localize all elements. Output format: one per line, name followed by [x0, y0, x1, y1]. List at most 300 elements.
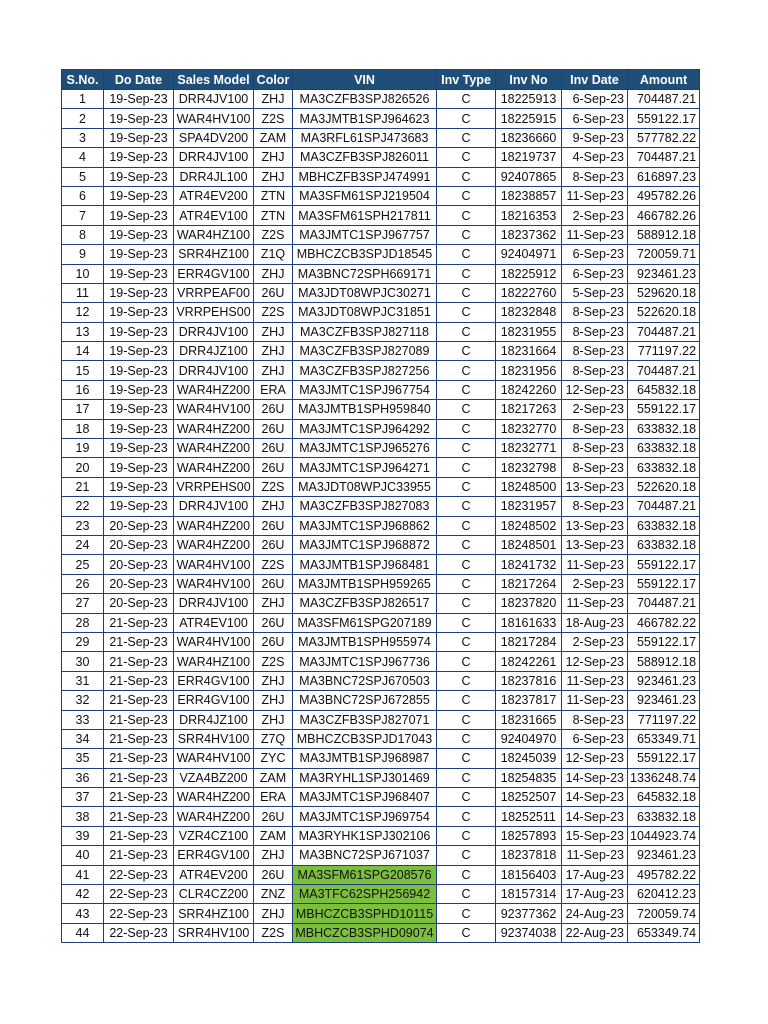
cell-inv-no[interactable]: 92404971 [496, 245, 562, 264]
cell-do-date[interactable]: 21-Sep-23 [104, 826, 174, 845]
cell-amount[interactable]: 559122.17 [628, 574, 700, 593]
cell-inv-date[interactable]: 11-Sep-23 [562, 186, 628, 205]
cell-color[interactable]: ZNZ [254, 885, 293, 904]
cell-inv-no[interactable]: 18232848 [496, 303, 562, 322]
cell-amount[interactable]: 923461.23 [628, 846, 700, 865]
cell-sales-model[interactable]: ATR4EV100 [174, 613, 254, 632]
column-header-inv-date[interactable]: Inv Date [562, 70, 628, 90]
cell-sales-model[interactable]: WAR4HZ200 [174, 458, 254, 477]
cell-sno[interactable]: 32 [62, 691, 104, 710]
cell-inv-no[interactable]: 18232770 [496, 419, 562, 438]
cell-color[interactable]: Z2S [254, 225, 293, 244]
cell-sno[interactable]: 6 [62, 186, 104, 205]
cell-sno[interactable]: 27 [62, 594, 104, 613]
cell-color[interactable]: ERA [254, 380, 293, 399]
column-header-vin[interactable]: VIN [293, 70, 437, 90]
cell-do-date[interactable]: 21-Sep-23 [104, 710, 174, 729]
cell-amount[interactable]: 704487.21 [628, 148, 700, 167]
cell-inv-date[interactable]: 15-Sep-23 [562, 826, 628, 845]
cell-amount[interactable]: 577782.22 [628, 128, 700, 147]
cell-color[interactable]: ZAM [254, 768, 293, 787]
column-header-amount[interactable]: Amount [628, 70, 700, 90]
cell-vin[interactable]: MA3JMTB1SPJ964623 [293, 109, 437, 128]
cell-color[interactable]: 26U [254, 613, 293, 632]
cell-sno[interactable]: 3 [62, 128, 104, 147]
cell-amount[interactable]: 559122.17 [628, 109, 700, 128]
cell-amount[interactable]: 1044923.74 [628, 826, 700, 845]
cell-inv-date[interactable]: 17-Aug-23 [562, 885, 628, 904]
cell-sno[interactable]: 30 [62, 652, 104, 671]
column-header-color[interactable]: Color [254, 70, 293, 90]
cell-inv-no[interactable]: 18237820 [496, 594, 562, 613]
cell-inv-date[interactable]: 12-Sep-23 [562, 652, 628, 671]
cell-inv-type[interactable]: C [437, 458, 496, 477]
cell-inv-type[interactable]: C [437, 729, 496, 748]
cell-vin[interactable]: MA3CZFB3SPJ826526 [293, 90, 437, 109]
cell-inv-type[interactable]: C [437, 419, 496, 438]
cell-inv-date[interactable]: 24-Aug-23 [562, 904, 628, 923]
cell-sales-model[interactable]: ERR4GV100 [174, 264, 254, 283]
cell-sales-model[interactable]: DRR4JV100 [174, 594, 254, 613]
cell-inv-type[interactable]: C [437, 710, 496, 729]
cell-sales-model[interactable]: VRRPEHS00 [174, 303, 254, 322]
cell-vin[interactable]: MA3CZFB3SPJ827071 [293, 710, 437, 729]
cell-vin[interactable]: MA3JMTC1SPJ965276 [293, 439, 437, 458]
cell-color[interactable]: ZHJ [254, 90, 293, 109]
cell-color[interactable]: 26U [254, 439, 293, 458]
cell-sno[interactable]: 37 [62, 788, 104, 807]
cell-inv-type[interactable]: C [437, 303, 496, 322]
cell-inv-date[interactable]: 17-Aug-23 [562, 865, 628, 884]
cell-color[interactable]: Z2S [254, 109, 293, 128]
cell-do-date[interactable]: 20-Sep-23 [104, 535, 174, 554]
cell-inv-no[interactable]: 18231665 [496, 710, 562, 729]
cell-inv-date[interactable]: 11-Sep-23 [562, 846, 628, 865]
cell-do-date[interactable]: 21-Sep-23 [104, 768, 174, 787]
cell-vin[interactable]: MA3JDT08WPJC33955 [293, 477, 437, 496]
cell-do-date[interactable]: 19-Sep-23 [104, 186, 174, 205]
cell-sales-model[interactable]: DRR4JV100 [174, 322, 254, 341]
cell-color[interactable]: Z2S [254, 477, 293, 496]
cell-amount[interactable]: 633832.18 [628, 516, 700, 535]
cell-inv-date[interactable]: 6-Sep-23 [562, 245, 628, 264]
cell-vin[interactable]: MA3JMTC1SPJ964292 [293, 419, 437, 438]
cell-color[interactable]: ZAM [254, 128, 293, 147]
cell-inv-no[interactable]: 18161633 [496, 613, 562, 632]
cell-amount[interactable]: 559122.17 [628, 400, 700, 419]
cell-color[interactable]: Z2S [254, 303, 293, 322]
cell-vin[interactable]: MA3JMTC1SPJ968407 [293, 788, 437, 807]
cell-do-date[interactable]: 21-Sep-23 [104, 652, 174, 671]
cell-do-date[interactable]: 19-Sep-23 [104, 458, 174, 477]
cell-inv-type[interactable]: C [437, 788, 496, 807]
cell-color[interactable]: 26U [254, 516, 293, 535]
cell-vin[interactable]: MA3CZFB3SPJ827083 [293, 497, 437, 516]
cell-vin[interactable]: MA3JMTC1SPJ968862 [293, 516, 437, 535]
cell-sales-model[interactable]: WAR4HZ200 [174, 516, 254, 535]
cell-do-date[interactable]: 19-Sep-23 [104, 90, 174, 109]
cell-do-date[interactable]: 22-Sep-23 [104, 904, 174, 923]
cell-color[interactable]: 26U [254, 458, 293, 477]
cell-inv-date[interactable]: 4-Sep-23 [562, 148, 628, 167]
cell-inv-no[interactable]: 18257893 [496, 826, 562, 845]
cell-vin[interactable]: MBHCZCB3SPHD10115 [293, 904, 437, 923]
cell-inv-no[interactable]: 92377362 [496, 904, 562, 923]
cell-vin[interactable]: MA3JMTC1SPJ967736 [293, 652, 437, 671]
cell-inv-no[interactable]: 18248501 [496, 535, 562, 554]
cell-sno[interactable]: 28 [62, 613, 104, 632]
cell-inv-no[interactable]: 18237362 [496, 225, 562, 244]
cell-vin[interactable]: MA3JDT08WPJC30271 [293, 283, 437, 302]
cell-vin[interactable]: MA3TFC62SPH256942 [293, 885, 437, 904]
cell-do-date[interactable]: 19-Sep-23 [104, 206, 174, 225]
cell-do-date[interactable]: 20-Sep-23 [104, 555, 174, 574]
cell-inv-date[interactable]: 14-Sep-23 [562, 768, 628, 787]
cell-sales-model[interactable]: WAR4HZ200 [174, 419, 254, 438]
cell-do-date[interactable]: 19-Sep-23 [104, 322, 174, 341]
cell-sno[interactable]: 11 [62, 283, 104, 302]
cell-sno[interactable]: 44 [62, 923, 104, 942]
column-header-inv-type[interactable]: Inv Type [437, 70, 496, 90]
cell-inv-type[interactable]: C [437, 264, 496, 283]
cell-sno[interactable]: 20 [62, 458, 104, 477]
cell-inv-date[interactable]: 13-Sep-23 [562, 535, 628, 554]
cell-inv-date[interactable]: 8-Sep-23 [562, 458, 628, 477]
cell-amount[interactable]: 466782.22 [628, 613, 700, 632]
cell-sales-model[interactable]: WAR4HV100 [174, 400, 254, 419]
cell-inv-no[interactable]: 18157314 [496, 885, 562, 904]
cell-inv-type[interactable]: C [437, 380, 496, 399]
cell-amount[interactable]: 704487.21 [628, 594, 700, 613]
cell-vin[interactable]: MA3JMTC1SPJ968872 [293, 535, 437, 554]
cell-color[interactable]: 26U [254, 400, 293, 419]
cell-inv-type[interactable]: C [437, 439, 496, 458]
cell-color[interactable]: ZHJ [254, 710, 293, 729]
cell-amount[interactable]: 466782.26 [628, 206, 700, 225]
cell-inv-date[interactable]: 9-Sep-23 [562, 128, 628, 147]
cell-inv-type[interactable]: C [437, 109, 496, 128]
cell-inv-date[interactable]: 14-Sep-23 [562, 807, 628, 826]
cell-inv-type[interactable]: C [437, 594, 496, 613]
cell-sno[interactable]: 35 [62, 749, 104, 768]
cell-do-date[interactable]: 21-Sep-23 [104, 671, 174, 690]
cell-do-date[interactable]: 21-Sep-23 [104, 613, 174, 632]
cell-inv-no[interactable]: 18225913 [496, 90, 562, 109]
cell-sno[interactable]: 5 [62, 167, 104, 186]
cell-inv-type[interactable]: C [437, 632, 496, 651]
cell-color[interactable]: 26U [254, 865, 293, 884]
cell-inv-date[interactable]: 8-Sep-23 [562, 303, 628, 322]
cell-sno[interactable]: 34 [62, 729, 104, 748]
cell-inv-type[interactable]: C [437, 283, 496, 302]
cell-sno[interactable]: 18 [62, 419, 104, 438]
cell-inv-date[interactable]: 12-Sep-23 [562, 380, 628, 399]
cell-do-date[interactable]: 22-Sep-23 [104, 865, 174, 884]
cell-inv-no[interactable]: 18225915 [496, 109, 562, 128]
cell-sales-model[interactable]: SRR4HV100 [174, 923, 254, 942]
cell-amount[interactable]: 588912.18 [628, 652, 700, 671]
cell-sno[interactable]: 25 [62, 555, 104, 574]
cell-amount[interactable]: 633832.18 [628, 807, 700, 826]
cell-amount[interactable]: 633832.18 [628, 535, 700, 554]
cell-color[interactable]: Z2S [254, 652, 293, 671]
cell-inv-type[interactable]: C [437, 923, 496, 942]
cell-inv-no[interactable]: 18231664 [496, 342, 562, 361]
cell-sno[interactable]: 13 [62, 322, 104, 341]
cell-sno[interactable]: 26 [62, 574, 104, 593]
cell-inv-type[interactable]: C [437, 613, 496, 632]
cell-do-date[interactable]: 21-Sep-23 [104, 807, 174, 826]
cell-inv-no[interactable]: 18238857 [496, 186, 562, 205]
cell-do-date[interactable]: 19-Sep-23 [104, 400, 174, 419]
cell-sno[interactable]: 22 [62, 497, 104, 516]
cell-amount[interactable]: 645832.18 [628, 788, 700, 807]
cell-inv-date[interactable]: 11-Sep-23 [562, 594, 628, 613]
cell-sno[interactable]: 36 [62, 768, 104, 787]
cell-inv-date[interactable]: 2-Sep-23 [562, 400, 628, 419]
cell-inv-type[interactable]: C [437, 749, 496, 768]
cell-sno[interactable]: 42 [62, 885, 104, 904]
cell-vin[interactable]: MA3BNC72SPJ671037 [293, 846, 437, 865]
cell-vin[interactable]: MBHCZCB3SPJD18545 [293, 245, 437, 264]
cell-inv-date[interactable]: 6-Sep-23 [562, 264, 628, 283]
cell-sales-model[interactable]: ERR4GV100 [174, 846, 254, 865]
cell-inv-no[interactable]: 18231955 [496, 322, 562, 341]
cell-vin[interactable]: MA3RYHL1SPJ301469 [293, 768, 437, 787]
cell-inv-no[interactable]: 18236660 [496, 128, 562, 147]
cell-inv-date[interactable]: 2-Sep-23 [562, 206, 628, 225]
cell-inv-date[interactable]: 8-Sep-23 [562, 710, 628, 729]
cell-amount[interactable]: 720059.74 [628, 904, 700, 923]
cell-color[interactable]: ZHJ [254, 691, 293, 710]
cell-sales-model[interactable]: WAR4HV100 [174, 632, 254, 651]
cell-inv-date[interactable]: 6-Sep-23 [562, 109, 628, 128]
cell-color[interactable]: ZHJ [254, 322, 293, 341]
cell-inv-date[interactable]: 8-Sep-23 [562, 361, 628, 380]
cell-amount[interactable]: 495782.22 [628, 865, 700, 884]
cell-amount[interactable]: 495782.26 [628, 186, 700, 205]
cell-vin[interactable]: MA3RYHK1SPJ302106 [293, 826, 437, 845]
cell-inv-type[interactable]: C [437, 652, 496, 671]
cell-color[interactable]: Z2S [254, 555, 293, 574]
cell-do-date[interactable]: 21-Sep-23 [104, 788, 174, 807]
cell-inv-no[interactable]: 18252507 [496, 788, 562, 807]
cell-sales-model[interactable]: ATR4EV100 [174, 206, 254, 225]
cell-amount[interactable]: 620412.23 [628, 885, 700, 904]
cell-sales-model[interactable]: DRR4JL100 [174, 167, 254, 186]
cell-vin[interactable]: MA3CZFB3SPJ826011 [293, 148, 437, 167]
cell-sales-model[interactable]: DRR4JV100 [174, 148, 254, 167]
cell-inv-no[interactable]: 18217263 [496, 400, 562, 419]
cell-do-date[interactable]: 19-Sep-23 [104, 264, 174, 283]
cell-sno[interactable]: 41 [62, 865, 104, 884]
cell-do-date[interactable]: 19-Sep-23 [104, 109, 174, 128]
cell-inv-type[interactable]: C [437, 846, 496, 865]
cell-do-date[interactable]: 21-Sep-23 [104, 632, 174, 651]
cell-sales-model[interactable]: WAR4HZ200 [174, 439, 254, 458]
cell-inv-type[interactable]: C [437, 555, 496, 574]
cell-inv-type[interactable]: C [437, 535, 496, 554]
cell-color[interactable]: ERA [254, 788, 293, 807]
cell-inv-no[interactable]: 18242261 [496, 652, 562, 671]
cell-amount[interactable]: 645832.18 [628, 380, 700, 399]
cell-inv-type[interactable]: C [437, 497, 496, 516]
cell-color[interactable]: ZHJ [254, 361, 293, 380]
cell-do-date[interactable]: 19-Sep-23 [104, 342, 174, 361]
cell-color[interactable]: ZHJ [254, 264, 293, 283]
cell-do-date[interactable]: 19-Sep-23 [104, 303, 174, 322]
cell-sales-model[interactable]: DRR4JV100 [174, 497, 254, 516]
cell-vin[interactable]: MA3JMTB1SPH955974 [293, 632, 437, 651]
cell-inv-date[interactable]: 8-Sep-23 [562, 497, 628, 516]
cell-sales-model[interactable]: DRR4JZ100 [174, 342, 254, 361]
cell-do-date[interactable]: 19-Sep-23 [104, 225, 174, 244]
cell-inv-date[interactable]: 8-Sep-23 [562, 322, 628, 341]
cell-color[interactable]: Z2S [254, 923, 293, 942]
cell-amount[interactable]: 704487.21 [628, 90, 700, 109]
cell-sales-model[interactable]: WAR4HZ200 [174, 807, 254, 826]
cell-color[interactable]: Z7Q [254, 729, 293, 748]
cell-sales-model[interactable]: WAR4HZ200 [174, 788, 254, 807]
cell-inv-no[interactable]: 92407865 [496, 167, 562, 186]
cell-vin[interactable]: MA3SFM61SPJ219504 [293, 186, 437, 205]
cell-vin[interactable]: MA3BNC72SPJ670503 [293, 671, 437, 690]
cell-amount[interactable]: 653349.71 [628, 729, 700, 748]
cell-sno[interactable]: 7 [62, 206, 104, 225]
cell-sno[interactable]: 12 [62, 303, 104, 322]
cell-sales-model[interactable]: WAR4HZ200 [174, 535, 254, 554]
cell-vin[interactable]: MBHCZCB3SPJD17043 [293, 729, 437, 748]
cell-inv-type[interactable]: C [437, 885, 496, 904]
cell-color[interactable]: ZTN [254, 186, 293, 205]
cell-inv-date[interactable]: 8-Sep-23 [562, 439, 628, 458]
cell-amount[interactable]: 704487.21 [628, 322, 700, 341]
cell-color[interactable]: ZHJ [254, 497, 293, 516]
cell-vin[interactable]: MA3JMTB1SPH959265 [293, 574, 437, 593]
cell-amount[interactable]: 559122.17 [628, 749, 700, 768]
cell-vin[interactable]: MA3JMTC1SPJ967754 [293, 380, 437, 399]
cell-do-date[interactable]: 21-Sep-23 [104, 749, 174, 768]
cell-color[interactable]: ZTN [254, 206, 293, 225]
cell-sno[interactable]: 29 [62, 632, 104, 651]
cell-inv-date[interactable]: 2-Sep-23 [562, 632, 628, 651]
cell-color[interactable]: ZHJ [254, 148, 293, 167]
cell-color[interactable]: 26U [254, 535, 293, 554]
cell-inv-date[interactable]: 14-Sep-23 [562, 788, 628, 807]
cell-inv-no[interactable]: 18156403 [496, 865, 562, 884]
cell-inv-date[interactable]: 11-Sep-23 [562, 691, 628, 710]
cell-inv-date[interactable]: 2-Sep-23 [562, 574, 628, 593]
cell-sales-model[interactable]: DRR4JV100 [174, 90, 254, 109]
cell-sales-model[interactable]: VRRPEAF00 [174, 283, 254, 302]
cell-vin[interactable]: MA3RFL61SPJ473683 [293, 128, 437, 147]
cell-vin[interactable]: MA3SFM61SPH217811 [293, 206, 437, 225]
cell-sales-model[interactable]: VZR4CZ100 [174, 826, 254, 845]
cell-inv-date[interactable]: 8-Sep-23 [562, 419, 628, 438]
cell-do-date[interactable]: 21-Sep-23 [104, 729, 174, 748]
column-header-sales-model[interactable]: Sales Model [174, 70, 254, 90]
cell-inv-date[interactable]: 11-Sep-23 [562, 555, 628, 574]
cell-inv-date[interactable]: 22-Aug-23 [562, 923, 628, 942]
cell-do-date[interactable]: 20-Sep-23 [104, 574, 174, 593]
cell-inv-no[interactable]: 92404970 [496, 729, 562, 748]
cell-inv-no[interactable]: 18232771 [496, 439, 562, 458]
cell-sno[interactable]: 2 [62, 109, 104, 128]
cell-do-date[interactable]: 19-Sep-23 [104, 477, 174, 496]
cell-sales-model[interactable]: ATR4EV200 [174, 865, 254, 884]
cell-do-date[interactable]: 19-Sep-23 [104, 419, 174, 438]
cell-do-date[interactable]: 22-Sep-23 [104, 885, 174, 904]
cell-sales-model[interactable]: SRR4HV100 [174, 729, 254, 748]
cell-inv-date[interactable]: 5-Sep-23 [562, 283, 628, 302]
cell-sno[interactable]: 14 [62, 342, 104, 361]
cell-vin[interactable]: MA3CZFB3SPJ827256 [293, 361, 437, 380]
cell-inv-date[interactable]: 13-Sep-23 [562, 477, 628, 496]
cell-sales-model[interactable]: DRR4JZ100 [174, 710, 254, 729]
cell-do-date[interactable]: 19-Sep-23 [104, 439, 174, 458]
cell-do-date[interactable]: 19-Sep-23 [104, 128, 174, 147]
cell-sno[interactable]: 9 [62, 245, 104, 264]
cell-amount[interactable]: 559122.17 [628, 632, 700, 651]
cell-inv-type[interactable]: C [437, 361, 496, 380]
cell-sno[interactable]: 31 [62, 671, 104, 690]
cell-sno[interactable]: 33 [62, 710, 104, 729]
cell-sales-model[interactable]: WAR4HZ100 [174, 652, 254, 671]
cell-do-date[interactable]: 20-Sep-23 [104, 594, 174, 613]
cell-inv-type[interactable]: C [437, 206, 496, 225]
cell-sales-model[interactable]: WAR4HV100 [174, 574, 254, 593]
cell-sno[interactable]: 21 [62, 477, 104, 496]
cell-sno[interactable]: 24 [62, 535, 104, 554]
column-header-inv-no[interactable]: Inv No [496, 70, 562, 90]
cell-sales-model[interactable]: DRR4JV100 [174, 361, 254, 380]
cell-inv-type[interactable]: C [437, 322, 496, 341]
cell-inv-date[interactable]: 6-Sep-23 [562, 729, 628, 748]
cell-vin[interactable]: MBHCZCB3SPHD09074 [293, 923, 437, 942]
cell-vin[interactable]: MA3BNC72SPJ672855 [293, 691, 437, 710]
cell-vin[interactable]: MBHCZFB3SPJ474991 [293, 167, 437, 186]
cell-do-date[interactable]: 22-Sep-23 [104, 923, 174, 942]
cell-color[interactable]: 26U [254, 807, 293, 826]
cell-do-date[interactable]: 21-Sep-23 [104, 846, 174, 865]
cell-inv-date[interactable]: 11-Sep-23 [562, 225, 628, 244]
cell-sno[interactable]: 39 [62, 826, 104, 845]
cell-color[interactable]: 26U [254, 574, 293, 593]
cell-amount[interactable]: 522620.18 [628, 477, 700, 496]
cell-inv-no[interactable]: 18248502 [496, 516, 562, 535]
cell-inv-date[interactable]: 11-Sep-23 [562, 671, 628, 690]
cell-do-date[interactable]: 19-Sep-23 [104, 283, 174, 302]
cell-inv-type[interactable]: C [437, 807, 496, 826]
cell-inv-no[interactable]: 18237816 [496, 671, 562, 690]
cell-inv-type[interactable]: C [437, 225, 496, 244]
cell-sno[interactable]: 15 [62, 361, 104, 380]
cell-vin[interactable]: MA3JMTB1SPJ968987 [293, 749, 437, 768]
cell-inv-type[interactable]: C [437, 477, 496, 496]
cell-inv-no[interactable]: 18237818 [496, 846, 562, 865]
cell-do-date[interactable]: 19-Sep-23 [104, 361, 174, 380]
cell-do-date[interactable]: 19-Sep-23 [104, 148, 174, 167]
cell-sno[interactable]: 23 [62, 516, 104, 535]
cell-color[interactable]: 26U [254, 283, 293, 302]
cell-inv-no[interactable]: 18254835 [496, 768, 562, 787]
cell-inv-type[interactable]: C [437, 186, 496, 205]
cell-color[interactable]: ZHJ [254, 167, 293, 186]
cell-do-date[interactable]: 19-Sep-23 [104, 380, 174, 399]
cell-vin[interactable]: MA3CZFB3SPJ826517 [293, 594, 437, 613]
cell-color[interactable]: 26U [254, 632, 293, 651]
cell-sno[interactable]: 4 [62, 148, 104, 167]
